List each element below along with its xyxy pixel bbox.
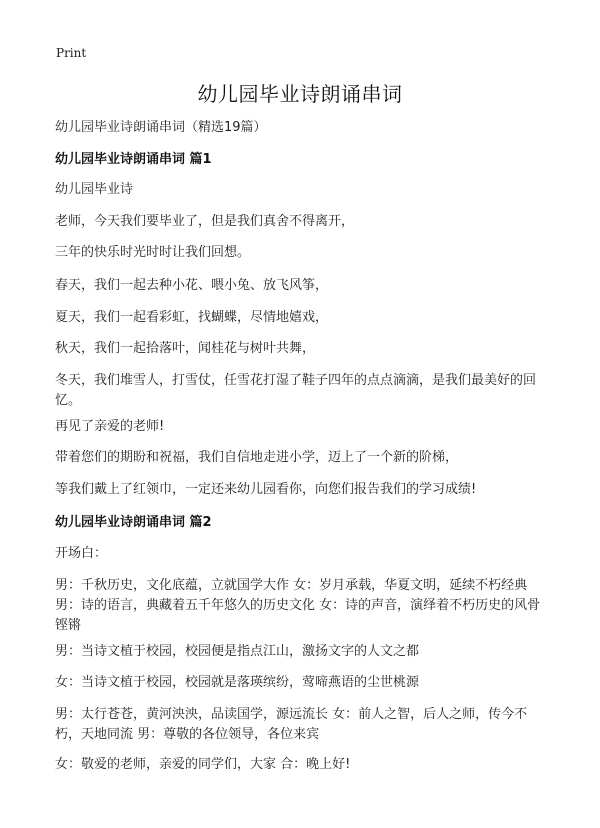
subtitle: 幼儿园毕业诗朗诵串词（精选19篇）	[55, 120, 267, 135]
page-title: 幼儿园毕业诗朗诵串词	[197, 82, 403, 106]
paragraph: 三年的快乐时光时时让我们回想。	[55, 245, 251, 260]
paragraph: 男：太行苍苍，黄河泱泱，品读国学，源远流长 女：前人之智，后人之师，传今不朽，天地同流 男：尊敬的各位领导，各位来宾	[55, 707, 528, 742]
section-2-heading: 幼儿园毕业诗朗诵串词 篇2	[55, 515, 212, 530]
paragraph: 等我们戴上了红领巾，一定还来幼儿园看你，向您们报告我们的学习成绩!	[55, 482, 477, 497]
section-1-heading: 幼儿园毕业诗朗诵串词 篇1	[55, 152, 212, 167]
paragraph: 冬天，我们堆雪人，打雪仗，任雪花打湿了鞋子四年的点点滴滴，是我们最美好的回忆。	[55, 373, 537, 408]
paragraph: 女：敬爱的老师，亲爱的同学们，大家 合：晚上好!	[55, 757, 351, 772]
paragraph: 夏天，我们一起看彩虹，找蝴蝶，尽情地嬉戏，	[55, 310, 329, 325]
paragraph: 春天，我们一起去种小花、喂小兔、放飞风筝，	[55, 278, 329, 293]
paragraph: 带着您们的期盼和祝福，我们自信地走进小学，迈上了一个新的阶梯，	[55, 450, 459, 465]
paragraph: 老师，今天我们要毕业了，但是我们真舍不得离开，	[55, 214, 355, 229]
paragraph: 男：当诗文植于校园，校园便是指点江山，激扬文字的人文之都	[55, 644, 420, 659]
paragraph: 幼儿园毕业诗	[55, 182, 134, 197]
paragraph: 秋天，我们一起拾落叶，闻桂花与树叶共舞，	[55, 341, 316, 356]
print-link[interactable]: Print	[56, 46, 87, 60]
paragraph: 男：千秋历史，文化底蕴，立就国学大作 女：岁月承载，华夏文明，延续不朽经典 男：诗的语言，典藏着五千年悠久的历史文化 女：诗的声音，演绎着不朽历史的风骨铿锵	[55, 578, 541, 633]
paragraph: 再见了亲爱的老师!	[55, 419, 165, 434]
paragraph: 开场白：	[55, 546, 108, 561]
paragraph: 女：当诗文植于校园，校园就是落瑛缤纷，莺啼燕语的尘世桃源	[55, 675, 420, 690]
